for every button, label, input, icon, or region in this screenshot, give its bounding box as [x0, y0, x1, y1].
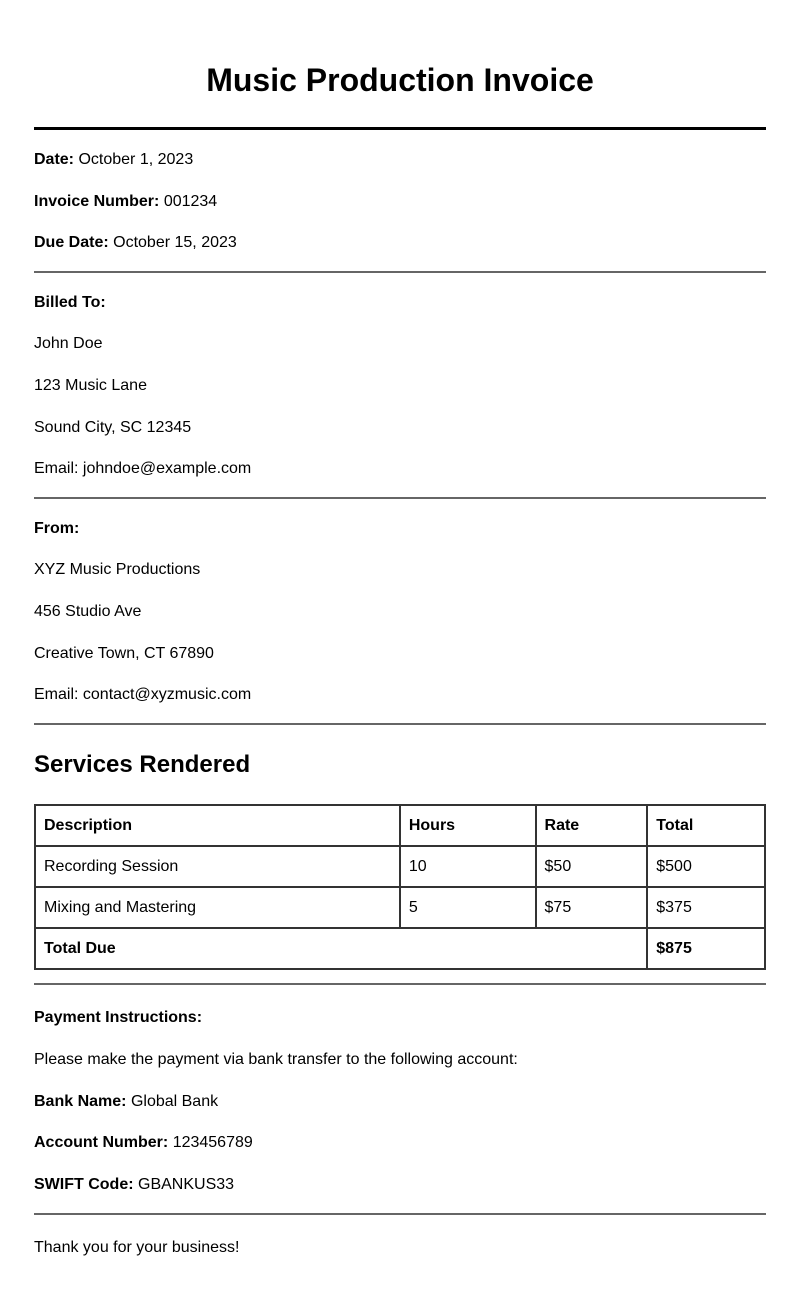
table-cell: 5	[400, 887, 536, 928]
column-header: Hours	[400, 805, 536, 846]
date-value: October 1, 2023	[78, 151, 194, 168]
swift-code-label: SWIFT Code:	[34, 1176, 134, 1193]
from-city: Creative Town, CT 67890	[34, 645, 214, 662]
payment-instruction: Please make the payment via bank transfer to the following account:	[34, 1051, 518, 1068]
divider-from	[34, 723, 766, 725]
payment-heading	[34, 1008, 202, 1028]
table-cell: $500	[647, 846, 765, 887]
bank-name-value: Global Bank	[130, 1093, 219, 1110]
payment-heading-text: Payment Instructions:	[34, 1009, 203, 1026]
bank-name-line	[34, 1092, 218, 1112]
invoice-number-line	[34, 192, 217, 212]
swift-code-line	[34, 1175, 234, 1195]
table-row	[35, 846, 765, 887]
table-row	[35, 887, 765, 928]
billed-to-email: Email: johndoe@example.com	[34, 460, 252, 477]
column-header: Description	[35, 805, 400, 846]
table-header-row	[35, 805, 765, 846]
swift-code-value: GBANKUS33	[138, 1176, 235, 1193]
billed-to-street: 123 Music Lane	[34, 377, 147, 394]
due-date-label: Due Date:	[34, 234, 109, 251]
services-table	[34, 804, 766, 970]
table-cell: $75	[536, 887, 648, 928]
from-street: 456 Studio Ave	[34, 603, 142, 620]
billed-to-heading	[34, 293, 106, 313]
table-cell: Mixing and Mastering	[35, 887, 400, 928]
account-number-value: 123456789	[172, 1134, 253, 1151]
account-number-label: Account Number:	[34, 1134, 169, 1151]
from-email: Email: contact@xyzmusic.com	[34, 686, 252, 703]
divider-services	[34, 983, 766, 985]
due-date-line	[34, 233, 237, 253]
column-header: Total	[647, 805, 765, 846]
divider-billed-to	[34, 497, 766, 499]
table-cell: Recording Session	[35, 846, 400, 887]
total-label: Total Due	[35, 928, 647, 969]
from-heading-text: From:	[34, 520, 80, 537]
from-heading	[34, 519, 79, 539]
services-heading: Services Rendered	[34, 751, 251, 778]
invoice-number-label: Invoice Number:	[34, 193, 160, 210]
divider-meta	[34, 271, 766, 273]
date-line	[34, 150, 193, 170]
account-number-line	[34, 1133, 253, 1153]
due-date-value: October 15, 2023	[113, 234, 237, 251]
column-header: Rate	[536, 805, 648, 846]
table-cell: $375	[647, 887, 765, 928]
invoice-title: Music Production Invoice	[206, 62, 594, 98]
billed-to-name: John Doe	[34, 335, 103, 352]
billed-to-city: Sound City, SC 12345	[34, 419, 192, 436]
table-cell: $50	[536, 846, 648, 887]
invoice-number-value: 001234	[163, 193, 218, 210]
total-row	[35, 928, 765, 969]
bank-name-label: Bank Name:	[34, 1093, 127, 1110]
title-divider	[34, 127, 766, 130]
table-cell: 10	[400, 846, 536, 887]
date-label: Date:	[34, 151, 75, 168]
from-name: XYZ Music Productions	[34, 561, 201, 578]
billed-to-heading-text: Billed To:	[34, 294, 106, 311]
total-value: $875	[647, 928, 765, 969]
thank-you-note: Thank you for your business!	[34, 1239, 240, 1256]
divider-payment	[34, 1213, 766, 1215]
